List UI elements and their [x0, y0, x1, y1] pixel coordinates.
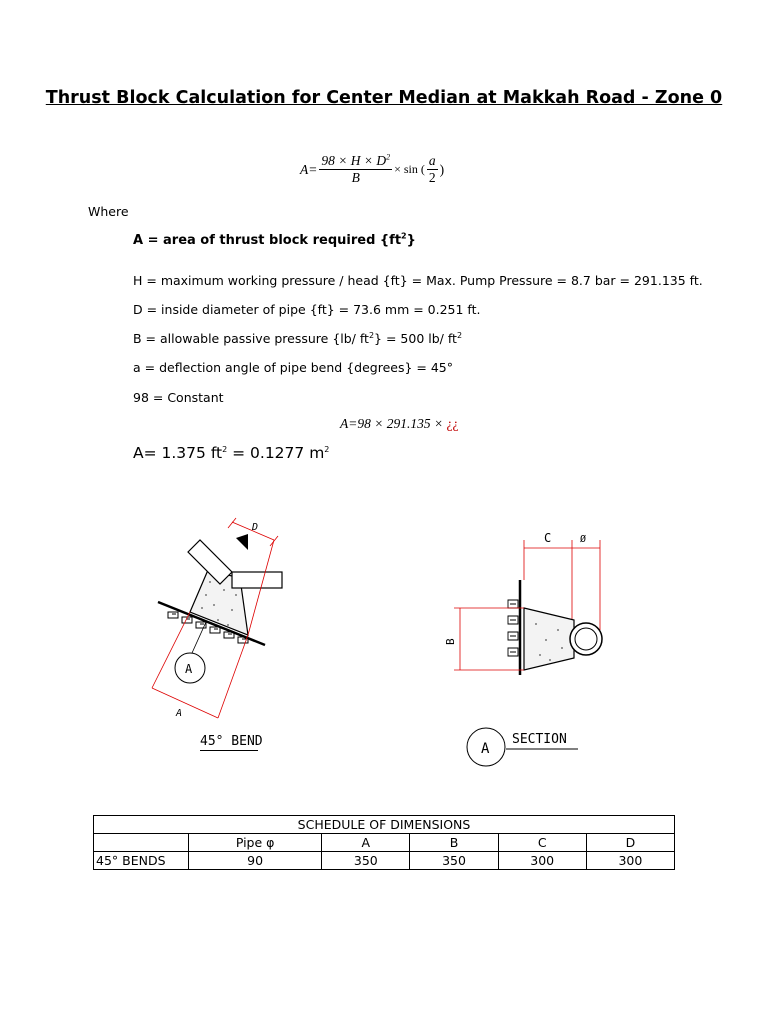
section-caption: SECTION	[512, 732, 567, 747]
document-title: Thrust Block Calculation for Center Median at Makkah Road - Zone 0	[45, 88, 723, 108]
formula-angle-fraction	[427, 153, 438, 186]
where-label: Where	[88, 204, 129, 219]
table-header-cell: D	[586, 834, 674, 852]
formula-angle-denominator: 2	[428, 170, 436, 185]
bend-caption: 45° BEND	[200, 734, 263, 749]
result-sup1: 2	[222, 444, 228, 454]
definition-a	[133, 233, 416, 248]
pipe-section-inner	[575, 628, 597, 650]
section-hatch	[508, 600, 518, 656]
formula-sin: × sin (	[394, 162, 425, 176]
calculation-error-glyph: ¿¿	[446, 416, 459, 431]
definition-angle: a = deflection angle of pipe bend {degrees} = 45°	[133, 360, 453, 375]
dim-d-label: D	[252, 522, 259, 533]
table-row	[94, 852, 675, 870]
definition-a-end: }	[406, 233, 416, 248]
table-header-cell: Pipe φ	[189, 834, 322, 852]
definition-h: H = maximum working pressure / head {ft} = Max. Pump Pressure = 8.7 bar = 291.135 ft.	[133, 273, 703, 288]
dim-a-line	[152, 688, 218, 718]
definition-b-sup1: 2	[368, 330, 375, 340]
table-title-row	[94, 816, 675, 834]
formula-angle-numerator: a	[428, 153, 436, 168]
dim-phi-label: Ø	[580, 534, 587, 545]
formula-close: )	[439, 161, 445, 177]
thrust-formula	[300, 153, 444, 186]
table-cell: 300	[498, 852, 586, 870]
pipe-horizontal	[232, 572, 282, 588]
table-cell: 350	[322, 852, 410, 870]
definition-constant: 98 = Constant	[133, 390, 224, 405]
definition-b	[133, 331, 462, 346]
dim-b-label: B	[444, 638, 457, 645]
formula-numerator-exponent: 2	[386, 152, 391, 162]
section-callout	[462, 722, 592, 772]
table-header-cell	[94, 834, 189, 852]
section-block	[524, 608, 574, 670]
formula-fraction	[319, 153, 392, 186]
result-part1: A= 1.375 ft	[133, 444, 223, 462]
definition-a-sup: 2	[401, 231, 407, 241]
formula-denominator: B	[351, 170, 360, 185]
result-part2: = 0.1277 m	[227, 444, 325, 462]
direction-flag	[236, 534, 248, 550]
definition-a-text: A = area of thrust block required {ft	[133, 233, 402, 248]
calculation-line	[340, 416, 458, 432]
table-cell: 90	[189, 852, 322, 870]
bend-caption-underline	[200, 750, 258, 751]
bend-drawing	[140, 510, 300, 760]
calculation-text: A=98 × 291.135 ×	[340, 416, 447, 431]
callout-a-label: A	[185, 662, 193, 676]
dim-c-label: C	[544, 531, 552, 545]
table-cell: 300	[586, 852, 674, 870]
definition-b-text2: } = 500 lb/ ft	[374, 331, 457, 346]
formula-numerator: 98 × H × D	[321, 153, 387, 168]
section-circle-label: A	[481, 741, 490, 757]
definition-b-sup2: 2	[456, 330, 463, 340]
table-header-cell: A	[322, 834, 410, 852]
schedule-table	[93, 815, 675, 870]
table-header-cell: C	[498, 834, 586, 852]
definition-b-text: B = allowable passive pressure {lb/ ft	[133, 331, 369, 346]
section-drawing	[440, 520, 620, 680]
result-line	[133, 444, 329, 462]
table-cell: 45° BENDS	[94, 852, 189, 870]
result-sup2: 2	[324, 444, 330, 454]
dim-a-label: A	[176, 708, 183, 719]
table-title: SCHEDULE OF DIMENSIONS	[94, 816, 675, 834]
formula-lhs: A=	[300, 161, 318, 177]
table-header-row	[94, 834, 675, 852]
table-header-cell: B	[410, 834, 498, 852]
definition-d: D = inside diameter of pipe {ft} = 73.6 mm = 0.251 ft.	[133, 302, 481, 317]
table-cell: 350	[410, 852, 498, 870]
